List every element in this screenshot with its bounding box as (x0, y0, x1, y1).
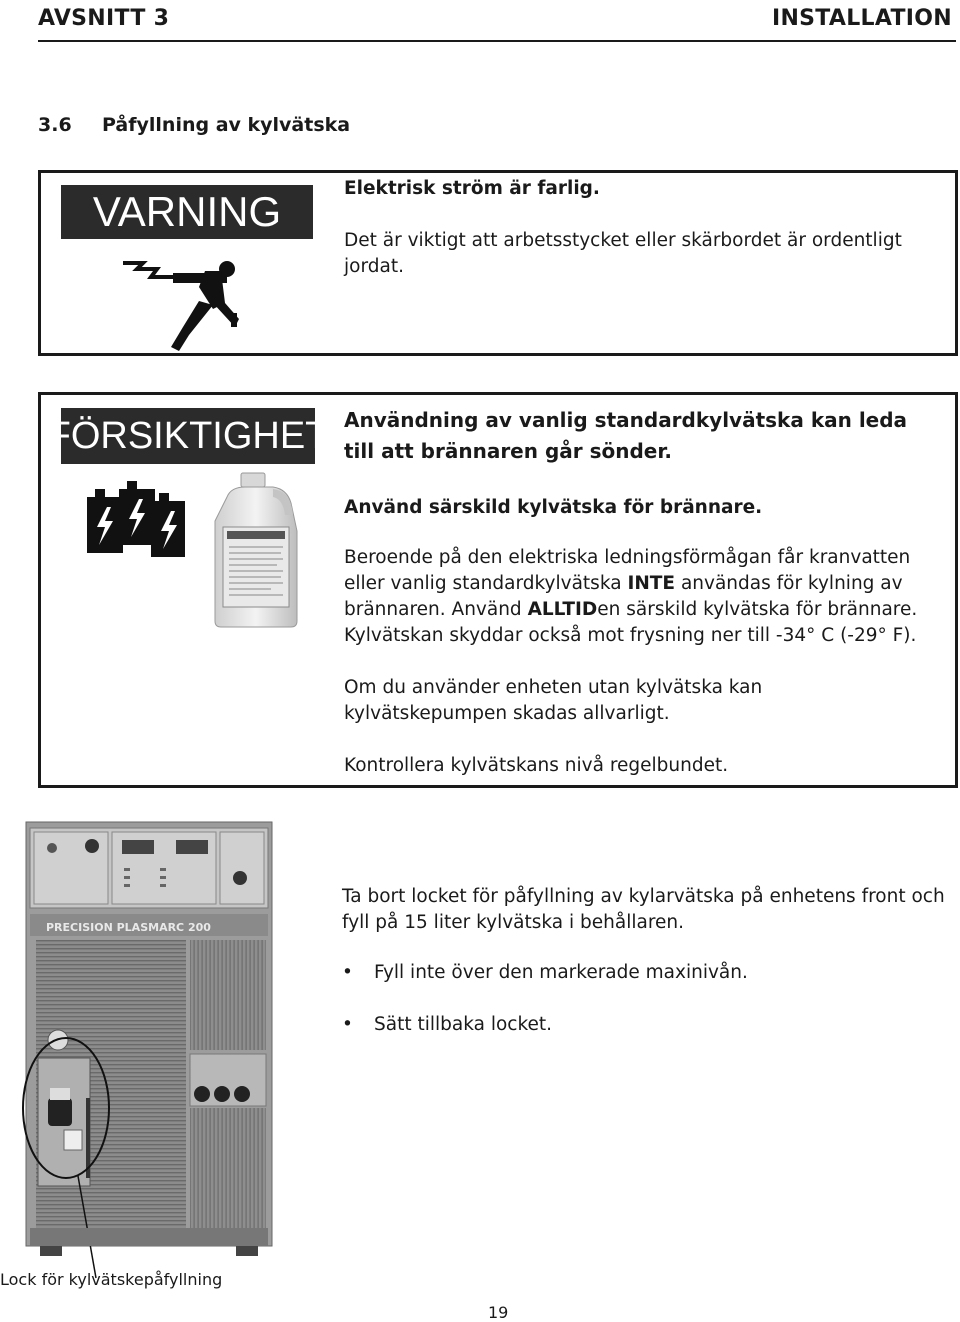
bullet-marker: • (342, 1014, 353, 1035)
warning-box (38, 170, 958, 356)
page-number: 19 (488, 1303, 509, 1322)
warning-label: VARNING (61, 185, 313, 239)
header-divider (38, 40, 956, 42)
list-item-text: Fyll inte över den markerade maxinivån. (374, 962, 748, 983)
plasma-unit-image (0, 818, 290, 1290)
caution-title: Användning av vanlig standardkylvätska kan leda till att brännaren går sönder. (344, 408, 908, 463)
caution-paragraph-2: Om du använder enheten utan kylvätska kan kylvätskepumpen skadas allvarligt. (344, 677, 763, 724)
caution-subtitle: Använd särskild kylvätska för brännare. (344, 497, 763, 518)
caution-paragraph-3: Kontrollera kylvätskans nivå regelbundet. (344, 755, 729, 776)
coolant-jug-image (211, 471, 303, 629)
figure-caption: Lock för kylvätskepåfyllning (0, 1270, 223, 1289)
caution-paragraph-1: Beroende på den elektriska ledningsförmågan får kranvatten eller vanlig standardkylvätska INTE användas för kylning av brännaren. Använd ALLTIDen särskild kylvätska för brännare. Kylvätskan skyddar också mot frysning ner till -34° C (-29° F). (344, 547, 918, 646)
page-header (38, 6, 952, 36)
caution-label: FÖRSIKTIGHET (61, 408, 315, 464)
section-title-text: Påfyllning av kylvätska (102, 114, 351, 136)
machine-brand-text: PRECISION PLASMARC 200 (46, 921, 211, 934)
section-header-label: AVSNITT 3 (38, 6, 170, 31)
section-title (38, 114, 350, 136)
warning-title: Elektrisk ström är farlig. (344, 178, 600, 199)
section-number: 3.6 (38, 114, 72, 136)
bullet-marker: • (342, 962, 353, 983)
chapter-header-label: INSTALLATION (771, 6, 952, 31)
coolant-warning-icon (83, 475, 189, 561)
caution-box (38, 392, 958, 788)
instruction-intro: Ta bort locket för påfyllning av kylarvätska på enhetens front och fyll på 15 liter kylvätska i behållaren. (342, 886, 945, 933)
list-item-text: Sätt tillbaka locket. (374, 1014, 553, 1035)
electric-shock-icon (117, 247, 247, 351)
warning-body: Det är viktigt att arbetsstycket eller skärbordet är ordentligt jordat. (344, 230, 902, 277)
